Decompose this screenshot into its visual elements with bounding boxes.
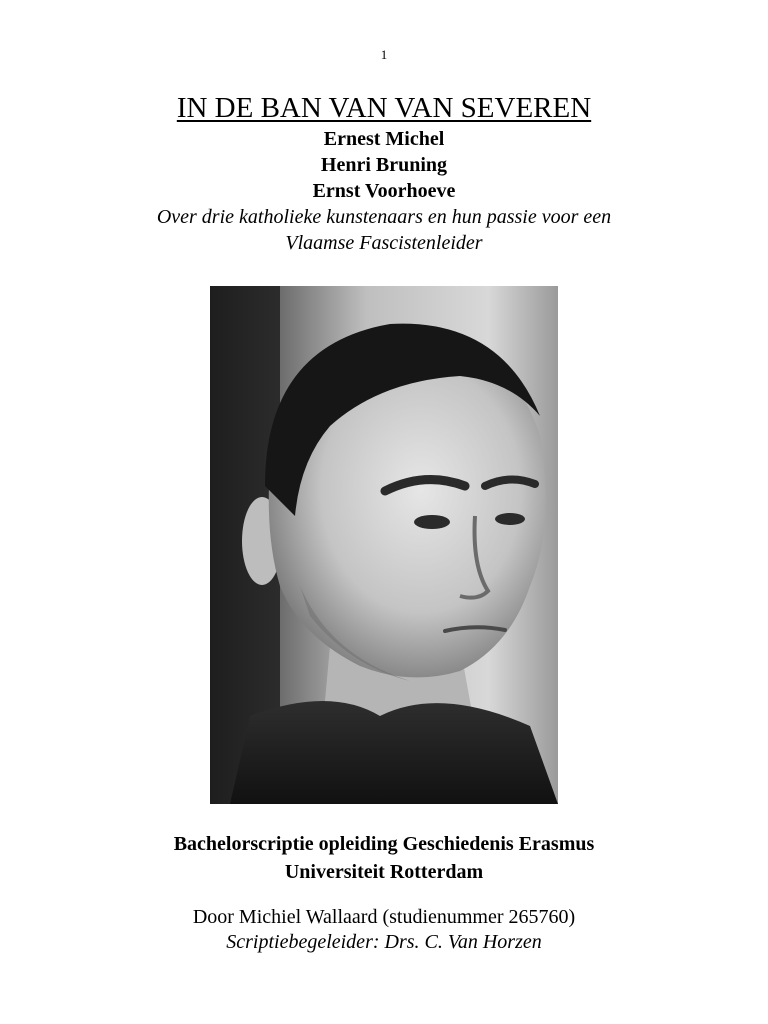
page-number: 1 <box>380 47 388 62</box>
author-name-2: Henri Bruning <box>320 154 448 176</box>
portrait-image <box>210 286 558 804</box>
title-block <box>0 90 768 256</box>
supervisor-line: Scriptiebegeleider: Drs. C. Van Horzen <box>226 931 542 953</box>
subtitle-line-1: Over drie katholieke kunstenaars en hun passie voor een <box>156 206 612 228</box>
program-line-1: Bachelorscriptie opleiding Geschiedenis Erasmus <box>173 833 595 855</box>
author-line: Door Michiel Wallaard (studienummer 265760) <box>192 906 576 928</box>
program-line-2: Universiteit Rotterdam <box>284 861 484 883</box>
thesis-credits <box>0 830 768 954</box>
subtitle-line-2: Vlaamse Fascistenleider <box>285 232 483 254</box>
page-title: IN DE BAN VAN VAN SEVEREN <box>176 92 592 124</box>
author-name-3: Ernst Voorhoeve <box>312 180 456 202</box>
portrait-photo <box>210 286 558 804</box>
author-name-1: Ernest Michel <box>323 128 445 150</box>
